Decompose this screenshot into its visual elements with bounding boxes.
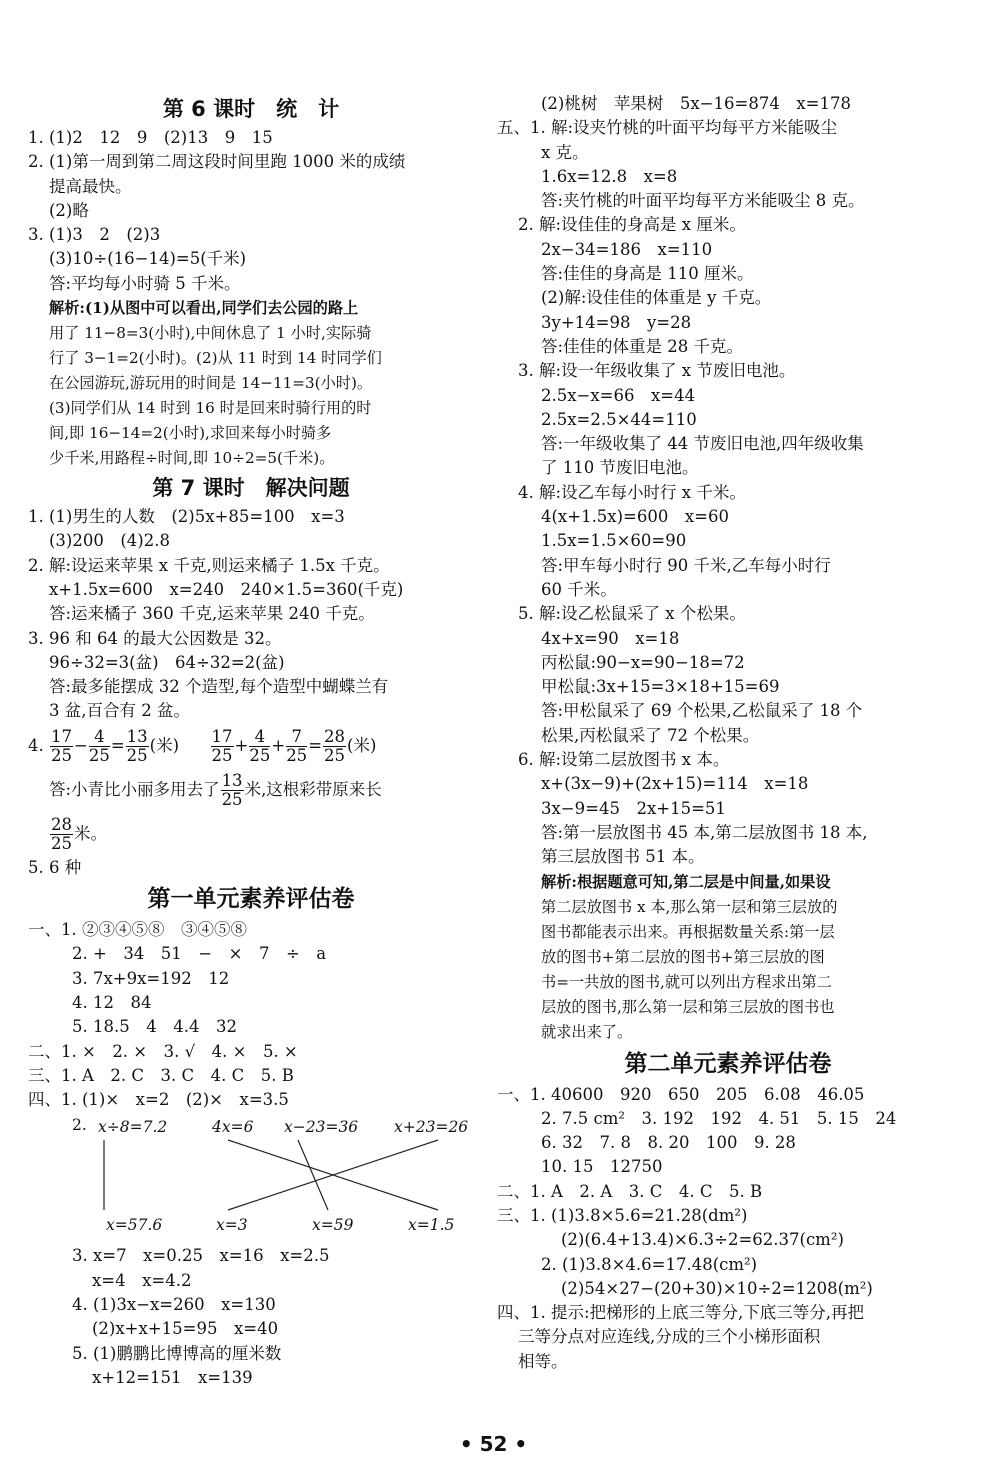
- answer-line: 2. (1)3.8×4.6=17.48(cm²): [541, 1254, 758, 1274]
- answer-line: 3. 7x+9x=192 12: [72, 968, 230, 988]
- analysis-line: 间,即 16−14=2(小时),求回来每小时骑多: [49, 424, 332, 443]
- answer-line: 三、1. A 2. C 3. C 4. C 5. B: [28, 1065, 294, 1085]
- answer-line: (3)200 (4)2.8: [49, 531, 170, 551]
- answer-line: 相等。: [518, 1351, 568, 1371]
- answer-line: (2)解:设佳佳的体重是 y 千克。: [541, 288, 772, 308]
- fraction-answer-line: $\frac{28}{25}$ 米。: [51, 815, 107, 853]
- answer-line: 3 盆,百合有 2 盆。: [49, 701, 190, 721]
- answer-line: 五、1. 解:设夹竹桃的叶面平均每平方米能吸尘: [497, 118, 838, 138]
- solution: x=3: [216, 1216, 248, 1235]
- answer-line: 6. 解:设第二层放图书 x 本。: [518, 750, 730, 770]
- fraction: $\frac{7}{25}$: [286, 727, 308, 765]
- answer-line: (2)x+x+15=95 x=40: [92, 1319, 279, 1339]
- equation: x−23=36: [284, 1118, 359, 1137]
- answer-line: 四、1. (1)× x=2 (2)× x=3.5: [28, 1090, 289, 1110]
- page-number: • 52 •: [459, 1432, 528, 1456]
- answer-line: 丙松鼠:90−x=90−18=72: [541, 652, 745, 672]
- answer-line: (2)(6.4+13.4)×6.3÷2=62.37(cm²): [561, 1230, 844, 1250]
- answer-line: 4x+x=90 x=18: [541, 628, 680, 648]
- answer-line: 三、1. (1)3.8×5.6=21.28(dm²): [497, 1205, 748, 1225]
- answer-line: 三等分点对应连线,分成的三个小梯形面积: [518, 1327, 821, 1347]
- answer-line: 2x−34=186 x=110: [541, 239, 713, 259]
- answer-line: 3. (1)3 2 (2)3: [28, 225, 161, 245]
- analysis-line: 层放的图书,那么第一层和第三层放的图书也: [541, 997, 835, 1016]
- answer-line: (2)桃树 苹果树 5x−16=874 x=178: [541, 94, 851, 113]
- analysis-line: (3)同学们从 14 时到 16 时是回来时骑行用的时: [49, 399, 372, 418]
- answer-line: 答:佳佳的身高是 110 厘米。: [541, 264, 754, 284]
- answer-line: 一、1. 40600 920 650 205 6.08 46.05: [497, 1084, 865, 1104]
- analysis-line: 少千米,用路程÷时间,即 10÷2=5(千米)。: [49, 449, 335, 468]
- fraction: $\frac{28}{25}$: [51, 815, 72, 853]
- answer-line: 答:甲松鼠采了 69 个松果,乙松鼠采了 18 个: [541, 701, 863, 721]
- answer-line: 答:甲车每小时行 90 千米,乙车每小时行: [541, 555, 831, 575]
- answer-line: 3x−9=45 2x+15=51: [541, 798, 726, 818]
- fraction: $\frac{4}{25}$: [88, 727, 110, 765]
- equation: x÷8=7.2: [98, 1118, 168, 1137]
- analysis-line: 行了 3−1=2(小时)。(2)从 11 时到 14 时同学们: [49, 349, 382, 368]
- answer-line: (3)10÷(16−14)=5(千米): [49, 249, 247, 269]
- answer-line: 答:平均每小时骑 5 千米。: [49, 273, 241, 293]
- answer-line: 答:一年级收集了 44 节废旧电池,四年级收集: [541, 434, 864, 454]
- section-title-unit-2-assessment: 第二单元素养评估卷: [624, 1050, 832, 1077]
- fraction: $\frac{13}{25}$: [221, 771, 243, 809]
- answer-line: 一、1. ②③④⑤⑧ ③④⑤⑧: [28, 920, 247, 940]
- fraction: $\frac{13}{25}$: [126, 727, 148, 765]
- analysis-line: 解析:(1)从图中可以看出,同学们去公园的路上: [49, 299, 359, 318]
- answer-line: 5. 解:设乙松鼠采了 x 个松果。: [518, 604, 746, 624]
- answer-line: 了 110 节废旧电池。: [541, 458, 699, 478]
- analysis-line: 放的图书+第二层放的图书+第三层放的图: [541, 947, 825, 966]
- section-title-lesson-6: 第 6 课时 统 计: [162, 97, 340, 121]
- answer-line: 2.5x=2.5×44=110: [541, 409, 697, 429]
- solution: x=59: [312, 1216, 354, 1235]
- analysis-line: 在公园游玩,游玩用的时间是 14−11=3(小时)。: [49, 374, 373, 393]
- answer-line: 二、1. × 2. × 3. √ 4. × 5. ×: [28, 1041, 298, 1061]
- fraction: $\frac{4}{25}$: [249, 727, 271, 765]
- match-line: [298, 1140, 328, 1210]
- answer-line: 1. (1)2 12 9 (2)13 9 15: [28, 128, 273, 147]
- answer-line: 提高最快。: [49, 176, 132, 196]
- answer-line: x 克。: [541, 142, 589, 162]
- answer-line: 第三层放图书 51 本。: [541, 847, 705, 867]
- analysis-line: 就求出来了。: [541, 1022, 633, 1041]
- answer-line: 3. x=7 x=0.25 x=16 x=2.5: [72, 1246, 330, 1266]
- answer-line: 二、1. A 2. A 3. C 4. C 5. B: [497, 1181, 763, 1201]
- fraction-equation-line: 4. $\frac{17}{25}$ − $\frac{4}{25}$ = $\frac{13}{25}$ (米) $\frac{17}{25}$ + $\frac{4}{25}$ + $\frac{7}{25}$ = $\frac{28}{25}$ (米): [28, 727, 377, 765]
- answer-line: 96÷32=3(盆) 64÷32=2(盆): [49, 652, 285, 672]
- answer-line: 1.5x=1.5×60=90: [541, 531, 687, 551]
- answer-line: x+12=151 x=139: [92, 1367, 253, 1387]
- answer-line: 3y+14=98 y=28: [541, 312, 692, 332]
- analysis-line: 书=一共放的图书,就可以列出方程求出第二: [541, 972, 832, 991]
- answer-line: 答:运来橘子 360 千克,运来苹果 240 千克。: [49, 604, 375, 624]
- answer-line: 答:第一层放图书 45 本,第二层放图书 18 本,: [541, 822, 868, 842]
- answer-line: 5. (1)鹏鹏比博博高的厘米数: [72, 1343, 282, 1363]
- solution: x=57.6: [106, 1216, 163, 1235]
- answer-line: 答:最多能摆成 32 个造型,每个造型中蝴蝶兰有: [49, 677, 389, 697]
- answer-line: 2.5x−x=66 x=44: [541, 385, 696, 405]
- answer-line: 1. (1)男生的人数 (2)5x+85=100 x=3: [28, 507, 345, 527]
- answer-line: 四、1. 提示:把梯形的上底三等分,下底三等分,再把: [497, 1303, 865, 1323]
- fraction: $\frac{28}{25}$: [324, 727, 346, 765]
- answer-line: 4. 12 84: [72, 992, 152, 1012]
- fraction: $\frac{17}{25}$: [51, 727, 72, 765]
- fraction-answer-line: 答:小青比小丽多用去了 $\frac{13}{25}$ 米,这根彩带原来长: [49, 771, 382, 809]
- answer-line: 2. + 34 51 − × 7 ÷ a: [72, 944, 327, 964]
- answer-line: x=4 x=4.2: [92, 1270, 192, 1290]
- answer-line: 6. 32 7. 8 8. 20 100 9. 28: [541, 1133, 796, 1153]
- analysis-line: 用了 11−8=3(小时),中间休息了 1 小时,实际骑: [49, 324, 372, 343]
- answer-line: 4(x+1.5x)=600 x=60: [541, 507, 729, 527]
- answer-line: 松果,丙松鼠采了 72 个松果。: [541, 725, 760, 745]
- analysis-line: 第二层放图书 x 本,那么第一层和第三层放的: [541, 897, 838, 916]
- answer-line: 2. 解:设佳佳的身高是 x 厘米。: [518, 215, 746, 235]
- answer-line: 5. 6 种: [28, 857, 82, 877]
- answer-line: 3. 解:设一年级收集了 x 节废旧电池。: [518, 361, 796, 381]
- answer-line: 4. (1)3x−x=260 x=130: [72, 1295, 276, 1315]
- answer-line: 3. 96 和 64 的最大公因数是 32。: [28, 628, 282, 648]
- left-column: [28, 92, 474, 1390]
- analysis-line: 解析:根据题意可知,第二层是中间量,如果设: [541, 872, 831, 891]
- answer-line: 4. 解:设乙车每小时行 x 千米。: [518, 482, 746, 502]
- answer-line: x+(3x−9)+(2x+15)=114 x=18: [541, 774, 809, 794]
- answer-line: 答:佳佳的体重是 28 千克。: [541, 336, 744, 356]
- section-title-lesson-7: 第 7 课时 解决问题: [152, 476, 350, 501]
- solution: x=1.5: [408, 1216, 455, 1235]
- answer-line: 甲松鼠:3x+15=3×18+15=69: [541, 677, 780, 697]
- answer-line: 2. 解:设运来苹果 x 千克,则运来橘子 1.5x 千克。: [28, 555, 390, 575]
- equation: x+23=26: [394, 1118, 469, 1137]
- answer-line: x+1.5x=600 x=240 240×1.5=360(千克): [49, 579, 404, 599]
- answer-line: 答:夹竹桃的叶面平均每平方米能吸尘 8 克。: [541, 191, 865, 211]
- equation: 4x=6: [212, 1118, 254, 1137]
- answer-line: 2. (1)第一周到第二周这段时间里跑 1000 米的成绩: [28, 152, 406, 172]
- section-title-unit-1-assessment: 第一单元素养评估卷: [147, 886, 355, 913]
- question-number: 2.: [72, 1116, 87, 1135]
- fraction: $\frac{17}{25}$: [211, 727, 233, 765]
- answer-line: 60 千米。: [541, 579, 617, 599]
- right-column: [497, 92, 959, 1374]
- answer-line: 5. 18.5 4 4.4 32: [72, 1017, 237, 1037]
- answer-line: 10. 15 12750: [541, 1157, 663, 1177]
- analysis-line: 图书都能表示出来。再根据数量关系:第一层: [541, 922, 835, 941]
- answer-line: (2)略: [49, 200, 89, 220]
- answer-line: 2. 7.5 cm² 3. 192 192 4. 51 5. 15 24: [541, 1108, 897, 1128]
- answer-line: 1.6x=12.8 x=8: [541, 166, 678, 186]
- matching-diagram: [28, 1112, 474, 1244]
- answer-line: (2)54×27−(20+30)×10÷2=1208(m²): [561, 1278, 873, 1298]
